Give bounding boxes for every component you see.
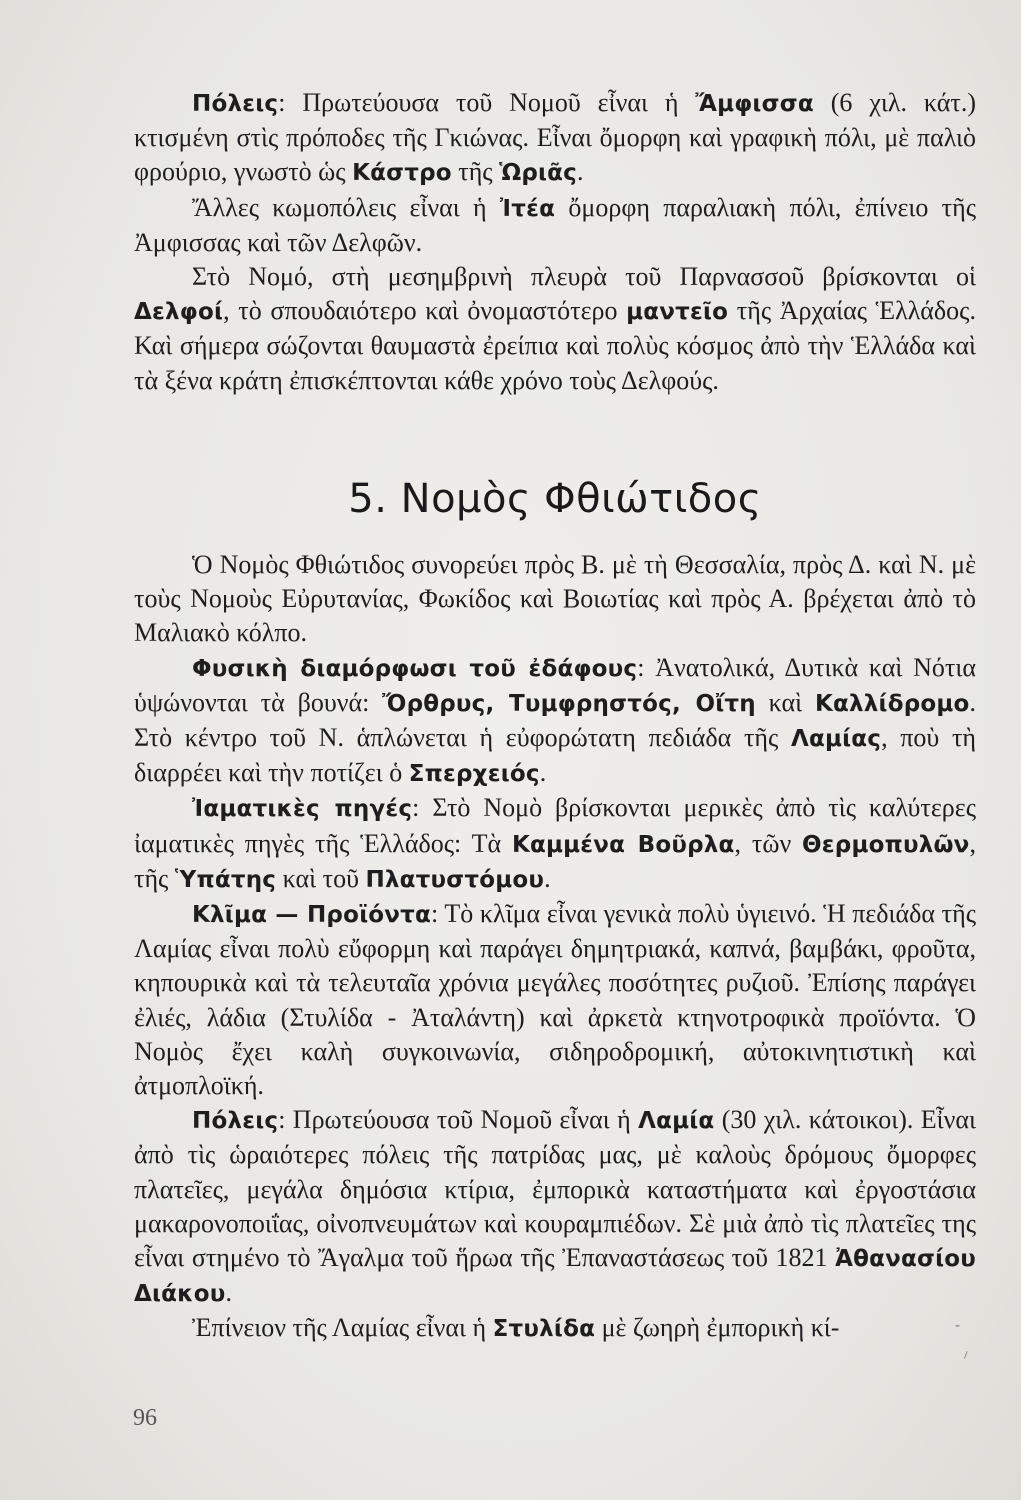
text-run: τῆς Ἀρχαίας Ἑλλάδος. Καὶ σήμερα σώζονται θαυμαστὰ ἐρείπια καὶ πολὺς κόσμος ἀπὸ τὴν Ἑλλάδα καὶ τὰ ξένα κράτη ἐπισκέπτονται κάθε χρόνο τοὺς Δελφούς. bbox=[134, 296, 976, 395]
paragraph-springs bbox=[134, 791, 976, 897]
bold-term: Πόλεις bbox=[192, 1108, 279, 1135]
bold-term: Φυσικὴ διαμόρφωσι τοῦ ἐδάφους bbox=[192, 655, 638, 682]
text-run: Ὁ Νομὸς Φθιώτιδος συνορεύει πρὸς Β. μὲ τὴ Θεσσαλία, πρὸς Δ. καὶ Ν. μὲ τοὺς Νομοὺς Εὐρυτανίας, Φωκίδος καὶ Βοιωτίας καὶ πρὸς Α. βρέχεται ἀπὸ τὸ Μαλιακὸ κόλπο. bbox=[134, 550, 976, 648]
bold-term: Λαμία bbox=[638, 1108, 715, 1135]
paragraph-terrain bbox=[134, 651, 976, 792]
text-run: . bbox=[225, 1278, 232, 1308]
bold-term: μαντεῖο bbox=[626, 299, 729, 326]
bold-term: Στυλίδα bbox=[492, 1316, 596, 1343]
bold-term: Θερμοπυλῶν bbox=[802, 831, 970, 858]
text-run: : Πρωτεύουσα τοῦ Νομοῦ εἶναι ἡ bbox=[278, 1105, 639, 1135]
text-run: (30 χιλ. κάτοικοι). Εἶναι ἀπὸ τὶς ὡραιότερες πόλεις τῆς πατρίδας μας, μὲ καλοὺς δρόμους ὄμορφες πλατεῖες, μεγάλα δημόσια κτίρια, ἐμπορικὰ καταστήματα καὶ ἐργοστάσια μακαρονοποιΐας, οἰνοπνευμάτων καὶ κουραμπιέδων. Σὲ μιὰ ἀπὸ τὶς πλατεῖες της εἶναι στημένο τὸ Ἄγαλμα τοῦ ἥρωα τῆς Ἐπαναστάσεως τοῦ 1821 bbox=[134, 1105, 976, 1273]
top-text-section bbox=[134, 86, 976, 398]
bold-term: Ὡριᾶς bbox=[499, 160, 577, 187]
bold-term: Καμμένα Βοῦρλα bbox=[511, 831, 735, 858]
bold-term: Πόλεις bbox=[192, 91, 279, 117]
bold-term: Κάστρο bbox=[352, 160, 452, 187]
text-run: . bbox=[539, 758, 547, 788]
paragraph-delphi bbox=[134, 260, 976, 398]
bold-term: Πλατυστόμου bbox=[365, 866, 545, 893]
text-run: : Τὸ κλῖμα εἶναι γενικὰ πολὺ ὑγιεινό. Ἡ πεδιάδα τῆς Λαμίας εἶναι πολὺ εὔφορμη καὶ παράγει δημητριακά, καπνά, βαμβάκι, φροῦτα, κηπουρικὰ καὶ τὰ τελευταῖα χρόνια μεγάλες ποσότητες ρυζιοῦ. Ἐπίσης παράγει ἐλιές, λάδια (Στυλίδα - Ἀταλάντη) καὶ ἀρκετὰ κτηνοτροφικὰ προϊόντα. Ὁ Νομὸς ἔχει καλὴ συγκοινωνία, σιδηροδρομική, αὐτοκινητιστικὴ καὶ ἀτμοπλοϊκή. bbox=[134, 899, 977, 1101]
text-run: , τῆς bbox=[134, 828, 977, 893]
text-run: , ποὺ τὴ διαρρέει καὶ τὴν ποτίζει ὁ bbox=[134, 723, 976, 788]
text-run: . bbox=[544, 863, 551, 893]
paragraph-amfissa-cities bbox=[134, 86, 976, 191]
bold-term: Ὑπάτης bbox=[174, 866, 277, 893]
text-run: . bbox=[577, 157, 584, 187]
text-run: : Πρωτεύουσα τοῦ Νομοῦ εἶναι ἡ bbox=[278, 88, 696, 117]
bold-term: Ἰτέα bbox=[499, 195, 556, 222]
bold-term: Ἰαματικὲς πηγές bbox=[192, 796, 413, 823]
bold-term: Ἄμφισσα bbox=[695, 91, 814, 117]
bold-term: Λαμίας bbox=[790, 726, 882, 753]
bold-term: Δελφοί bbox=[134, 299, 224, 326]
text-run: (6 χιλ. κάτ.) κτισμένη στὶς πρόποδες τῆς Γκιώνας. Εἶναι ὄμορφη καὶ γραφικὴ πόλι, μὲ παλιὸ φρούριο, γνωστὸ ὡς bbox=[134, 88, 977, 187]
text-run: Ἐπίνειον τῆς Λαμίας εἶναι ἡ bbox=[192, 1313, 493, 1343]
section-heading: 5. Νομὸς Φθιώτιδος bbox=[348, 476, 762, 522]
text-run: : Στὸ Νομὸ βρίσκονται μερικὲς ἀπὸ τὶς καλύτερες ἰαματικὲς πηγὲς τῆς Ἑλλάδος: Τὰ bbox=[134, 793, 976, 858]
page-number: 96 bbox=[133, 1405, 157, 1431]
paragraph-lamia-cities bbox=[134, 1103, 976, 1311]
pencil-mark: - bbox=[955, 1318, 961, 1334]
paragraph-stylida bbox=[134, 1311, 976, 1346]
text-run: , τῶν bbox=[734, 828, 803, 858]
bold-term: Καλλίδρομο bbox=[815, 690, 970, 717]
paragraph-itea bbox=[134, 191, 976, 260]
paragraph-climate-products bbox=[134, 897, 976, 1103]
text-run: : Ἀνατολικά, Δυτικὰ καὶ Νότια ὑψώνονται τὰ βουνά: bbox=[134, 652, 976, 717]
pencil-mark: ⸝ bbox=[956, 1341, 972, 1362]
text-run: καὶ τοῦ bbox=[276, 863, 366, 893]
bold-term: Ἀθανασίου Διάκου bbox=[134, 1246, 976, 1308]
text-run: . Στὸ κέντρο τοῦ Ν. ἁπλώνεται ἡ εὐφορώτατη πεδιάδα τῆς bbox=[134, 687, 976, 753]
bold-term: Ὄρθρυς, Τυμφρηστός, Οἴτη bbox=[382, 690, 756, 717]
text-run: , τὸ σπουδαιότερο καὶ ὀνομαστότερο bbox=[223, 296, 627, 326]
text-run: ὄμορφη παραλιακὴ πόλι, ἐπίνειο τῆς Ἀμφισσας καὶ τῶν Δελφῶν. bbox=[134, 192, 976, 257]
bottom-text-section bbox=[134, 548, 976, 1347]
text-run: καὶ bbox=[755, 687, 815, 717]
bold-term: Κλῖμα — Προϊόντα bbox=[192, 902, 431, 929]
text-run: Ἄλλες κωμοπόλεις εἶναι ἡ bbox=[192, 192, 500, 222]
text-run: τῆς bbox=[451, 157, 500, 187]
text-run: μὲ ζωηρὴ ἐμπορικὴ κί- bbox=[595, 1313, 840, 1343]
text-run: Στὸ Νομό, στὴ μεσημβρινὴ πλευρὰ τοῦ Παρνασσοῦ βρίσκονται οἱ bbox=[192, 262, 976, 292]
paragraph-borders bbox=[134, 548, 976, 651]
bold-term: Σπερχειός bbox=[408, 761, 540, 788]
